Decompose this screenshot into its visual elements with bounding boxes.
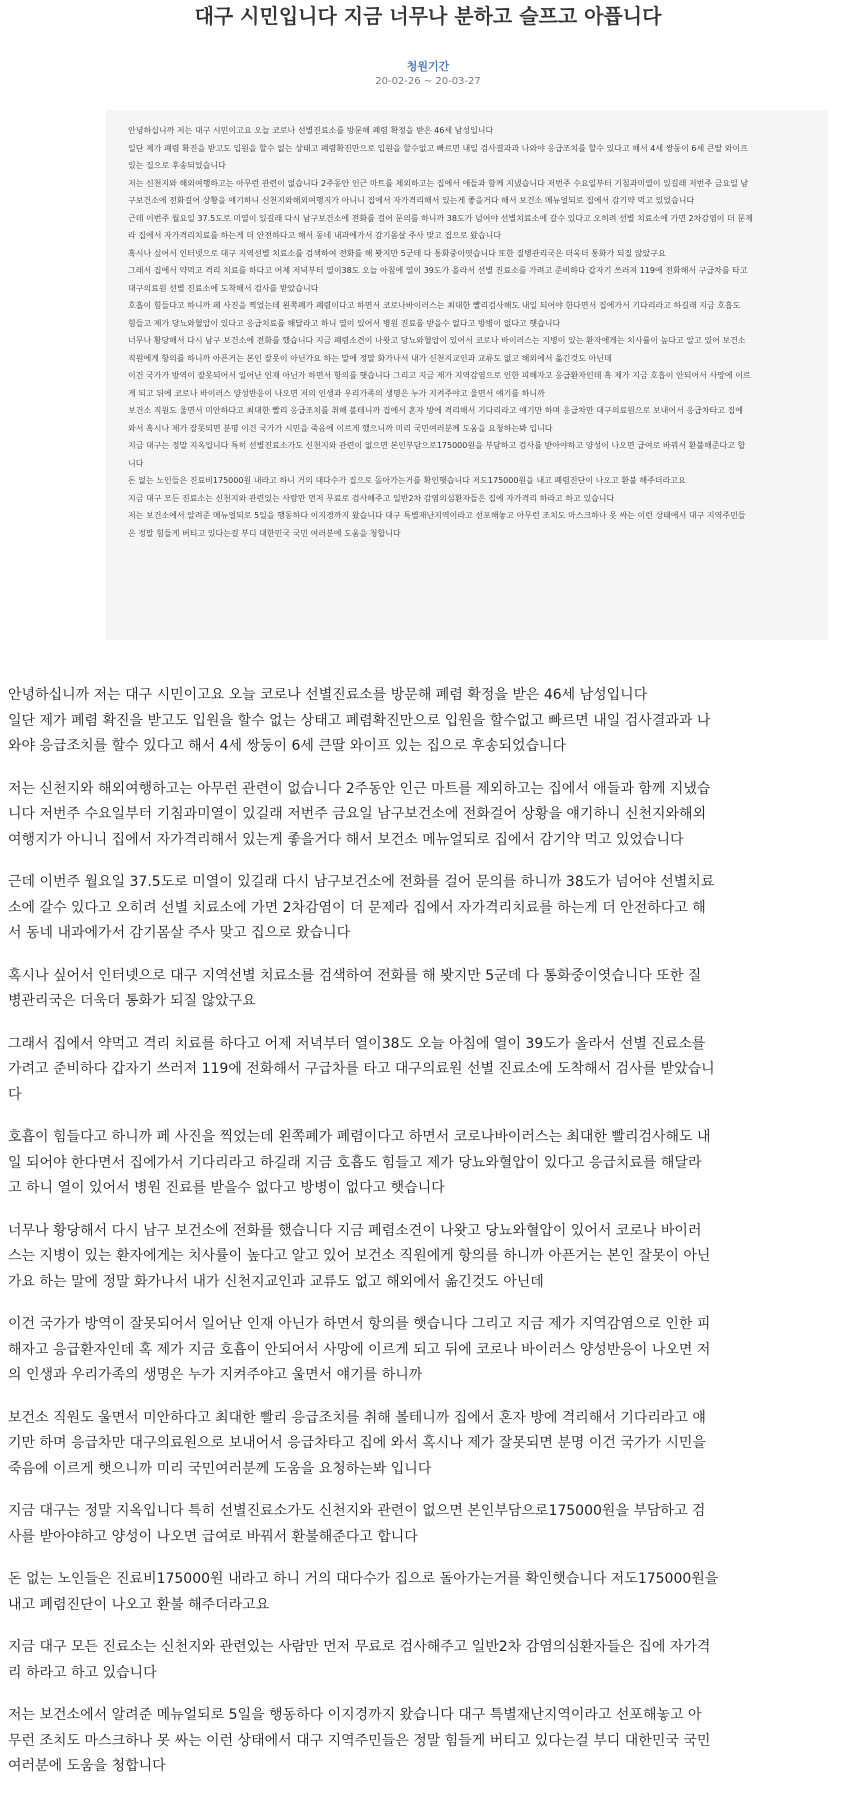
small-text-line: 와서 혹시나 제가 잘못되면 분명 이건 국가가 시민을 죽음에 이르게 했으니까 미리 국민여러분께 도움을 요청하는봐 입니다 bbox=[128, 423, 553, 433]
small-text-line: 돈 없는 노인들은 진료비175000원 내라고 하니 거의 대다수가 집으로 돌아가는거를 확인햇습니다 저도175000원을 내고 폐렴진단이 나오고 환불 해주더라고요 bbox=[128, 476, 686, 485]
body-line: 기만 하며 응급차만 대구의료원으로 보내어서 응급차타고 집에 와서 혹시나 제가 잘못되면 분명 이건 국가가 시민을 bbox=[8, 1435, 706, 1451]
petition-period-label: 청원기간 bbox=[406, 60, 450, 73]
small-text-line: 대구의료원 선별 진료소에 도착해서 검사를 받았습니다 bbox=[128, 283, 319, 293]
body-paragraph bbox=[8, 1406, 848, 1483]
body-paragraph bbox=[8, 870, 848, 947]
body-line: 가요 하는 말에 정말 화가나서 내가 신천지교인과 교류도 없고 해외에서 옮긴것도 아닌데 bbox=[8, 1273, 544, 1290]
body-paragraph bbox=[8, 1499, 848, 1550]
body-line: 저는 신천지와 해외여행하고는 아무런 관련이 없습니다 2주동안 인근 마트를 제외하고는 집에서 애들과 함께 지냈습 bbox=[8, 780, 711, 797]
body-paragraph bbox=[8, 1567, 848, 1618]
body-line: 니다 저번주 수요일부터 기침과미열이 있길래 저번주 금요일 남구보건소에 전화걸어 상황을 얘기하니 신천지와해외 bbox=[8, 806, 707, 822]
body-line: 가려고 준비하다 갑자기 쓰러져 119에 전화해서 구급차를 타고 대구의료원 선별 진료소에 도착해서 검사를 받았습니 bbox=[8, 1061, 715, 1077]
body-line: 저는 보건소에서 알려준 메뉴얼되로 5일을 행동하다 이지경까지 왔습니다 대구 특별재난지역이라고 선포해놓고 아 bbox=[8, 1707, 702, 1723]
body-line: 무런 조치도 마스크하나 못 싸는 이런 상태에서 대구 지역주민들은 정말 힘들게 버티고 있다는걸 부디 대한민국 국민 bbox=[8, 1732, 711, 1749]
body-line: 고 하니 열이 있어서 병원 진료를 받을수 없다고 방병이 없다고 햇습니다 bbox=[8, 1180, 445, 1196]
body-line: 일 되어야 한다면서 집에가서 기다리라고 하길래 지금 호흡도 힘들고 제가 당뇨와혈압이 있다고 응급치료를 해달라 bbox=[8, 1154, 702, 1171]
petition-body-large bbox=[8, 683, 848, 1797]
small-text-line: 안녕하십니까 저는 대구 시민이고요 오늘 코로나 선별진료소를 방문해 폐렴 확정을 받은 46세 남성입니다 bbox=[128, 126, 494, 135]
body-line: 너무나 황당해서 다시 남구 보건소에 전화를 했습니다 지금 폐렴소견이 나왓고 당뇨와혈압이 있어서 코로나 바이러 bbox=[8, 1222, 702, 1239]
body-line: 소에 갈수 있다고 오히려 선별 치료소에 가면 2차감염이 더 문제라 집에서 자가격리치료를 하는게 더 안전하다고 해 bbox=[8, 899, 706, 916]
body-line: 지금 대구는 정말 지옥입니다 특히 선별진료소가도 신천지와 관련이 없으면 본인부담으로175000원을 부담하고 검 bbox=[8, 1503, 706, 1519]
body-line: 혹시나 싶어서 인터넷으로 대구 지역선별 치료소를 검색하여 전화를 해 봣지만 5군데 다 통화중이엿습니다 또한 질 bbox=[8, 967, 702, 984]
body-paragraph bbox=[8, 964, 848, 1015]
body-paragraph bbox=[8, 1125, 848, 1202]
body-line: 지금 대구 모든 진료소는 신천지와 관련있는 사람만 먼저 무료로 검사해주고 일반2차 감염의심환자들은 집에 자가격 bbox=[8, 1639, 711, 1655]
small-text-line: 보건소 직원도 울면서 미안하다고 최대한 빨리 응급조치를 취해 볼테니까 집에서 혼자 방에 격리해서 기다리라고 얘기만 하며 응급차만 대구의료원으로 보내어서 응급차타고 집에 bbox=[128, 406, 743, 415]
body-line: 스는 지병이 있는 환자에게는 치사률이 높다고 알고 있어 보건소 직원에게 항의를 하니까 아픈거는 본인 잘못이 아닌 bbox=[8, 1248, 711, 1264]
body-paragraph bbox=[8, 1312, 848, 1389]
body-line: 여러분에 도움을 청합니다 bbox=[8, 1758, 166, 1774]
small-text-line: 호흡이 힘들다고 하니까 페 사진을 찍었는데 왼쪽폐가 폐렴이다고 하면서 코로나바이러스는 최대한 빨리검사해도 내일 되어야 한다면서 집에가서 기다리라고 하길래 지금 호흡도 bbox=[128, 301, 741, 310]
body-line: 병관리국은 더욱더 통화가 되질 않았구요 bbox=[8, 993, 256, 1009]
small-text-line: 혹시나 싶어서 인터넷으로 대구 지역선별 치료소를 검색하여 전화를 해 봣지만 5군데 다 통화중이엿습니다 또한 질병관리국은 더욱더 통화가 되질 않았구요 bbox=[128, 248, 666, 258]
small-text-line: 구보건소에 전화걸어 상황을 얘기하니 신천지와해외여행지가 아니니 집에서 자가격리해서 있는게 좋을거다 해서 보건소 메뉴얼되로 집에서 감기약 먹고 있었습니다 bbox=[128, 196, 695, 205]
petition-period-dates: 20-02-26 ~ 20-03-27 bbox=[375, 76, 481, 87]
body-line: 의 인생과 우리가족의 생명은 누가 지켜주야고 울면서 얘기를 하니까 bbox=[8, 1367, 423, 1383]
body-paragraph bbox=[8, 1219, 848, 1296]
petition-content-box bbox=[106, 110, 828, 640]
small-text-line: 이건 국가가 방역이 잘못되어서 일어난 인재 아닌가 하면서 항의를 햇습니다 그리고 지금 제가 지역감염으로 인한 피해자고 응급환자인데 혹 제가 지금 호흡이 안되어서 사망에 이르 bbox=[128, 371, 751, 380]
body-line: 내고 폐렴진단이 나오고 환불 해주더라고요 bbox=[8, 1596, 270, 1613]
body-line: 돈 없는 노인들은 진료비175000원 내라고 하니 거의 대다수가 집으로 돌아가는거를 확인햇습니다 저도175000원을 bbox=[8, 1571, 719, 1587]
body-paragraph bbox=[8, 1032, 848, 1109]
small-text-line: 근데 이번주 월요일 37.5도로 미열이 있길래 다시 남구보건소에 전화를 걸어 문의를 하니까 38도가 넘어야 선별치료소에 갈수 있다고 오히려 선별 치료소에 가면 2차감염이 더 문제 bbox=[128, 213, 753, 223]
body-line: 이건 국가가 방역이 잘못되어서 일어난 인재 아닌가 하면서 항의를 햇습니다 그리고 지금 제가 지역감염으로 인한 피 bbox=[8, 1316, 711, 1332]
small-text-line: 힘들고 제가 당뇨와혈압이 있다고 응급치료를 해달라고 하니 열이 있어서 병원 진료를 받을수 없다고 방병이 없다고 햇습니다 bbox=[128, 318, 561, 328]
small-text-line: 너무나 황당해서 다시 남구 보건소에 전화를 했습니다 지금 폐렴소견이 나왓고 당뇨와혈압이 있어서 코로나 바이러스는 지병이 있는 환자에게는 치사률이 높다고 알고 있어 보건소 bbox=[128, 336, 746, 345]
body-line: 여행지가 아니니 집에서 자가격리해서 있는게 좋을거다 해서 보건소 메뉴얼되로 집에서 감기약 먹고 있었습니다 bbox=[8, 831, 684, 848]
small-text-line: 지금 대구 모든 진료소는 신천지와 관련있는 사람만 먼저 무료로 검사해주고 일반2차 감염의심환자들은 집에 자가격리 하라고 하고 있습니다 bbox=[128, 493, 615, 503]
small-text-line: 라 집에서 자가격리치료를 하는게 더 안전하다고 해서 동네 내과에가서 감기몸살 주사 맞고 집으로 왔습니다 bbox=[128, 231, 502, 240]
small-text-line: 그래서 집에서 약먹고 격리 치료를 하다고 어제 저녁부터 열이38도 오늘 아침에 열이 39도가 올라서 선별 진료소를 가려고 준비하다 갑자기 쓰러져 119에 전화해서 구급차를 타고 bbox=[128, 266, 748, 275]
body-line: 리 하라고 하고 있습니다 bbox=[8, 1664, 157, 1681]
small-text-line: 니다 bbox=[128, 458, 144, 468]
small-text-line: 직원에게 항의를 하니까 아픈거는 본인 잘못이 아닌가요 하는 말에 정말 화가나서 내가 신천지교인과 교류도 없고 해외에서 옮긴것도 아닌데 bbox=[128, 353, 612, 363]
body-line: 서 동네 내과에가서 감기몸살 주사 맞고 집으로 왔습니다 bbox=[8, 925, 351, 941]
body-line: 다 bbox=[8, 1086, 22, 1103]
body-line: 일단 제가 폐렴 확진을 받고도 입원을 할수 없는 상태고 폐렴확진만으로 입원을 할수없고 빠르면 내일 검사결과과 나 bbox=[8, 712, 711, 729]
small-text-line: 저는 보건소에서 알려준 메뉴얼되로 5일을 행동하다 이지경까지 왔습니다 대구 특별재난지역이라고 선포해놓고 아무런 조치도 마스크하나 못 싸는 이런 상태에서 대구 지역주민들 bbox=[128, 511, 746, 520]
body-paragraph bbox=[8, 683, 848, 760]
body-line: 해자고 응급환자인데 혹 제가 지금 호흡이 안되어서 사망에 이르게 되고 뒤에 코로나 바이러스 양성반응이 나오면 저 bbox=[8, 1341, 711, 1358]
petition-body-small bbox=[128, 122, 808, 542]
body-paragraph bbox=[8, 1703, 848, 1780]
body-line: 보건소 직원도 울면서 미안하다고 최대한 빨리 응급조치를 취해 볼테니까 집에서 혼자 방에 격리해서 기다리라고 얘 bbox=[8, 1409, 706, 1426]
body-paragraph bbox=[8, 1635, 848, 1686]
body-line: 호흡이 힘들다고 하니까 페 사진을 찍었는데 왼쪽폐가 폐렴이다고 하면서 코로나바이러스는 최대한 빨리검사해도 내 bbox=[8, 1129, 711, 1145]
small-text-line: 지금 대구는 정말 지옥입니다 특히 선별진료소가도 신천지와 관련이 없으면 본인부담으로175000원을 부담하고 검사를 받아야하고 양성이 나오면 급여로 바꿔서 환불해준다고 합 bbox=[128, 441, 746, 450]
body-line: 와야 응급조치를 할수 있다고 해서 4세 쌍둥이 6세 큰딸 와이프 있는 집으로 후송되었습니다 bbox=[8, 738, 567, 754]
body-line: 사를 받아야하고 양성이 나오면 급여로 바꿔서 환불해준다고 합니다 bbox=[8, 1528, 418, 1545]
small-text-line: 게 되고 뒤에 코로나 바이러스 양성반응이 나오면 저의 인생과 우리가족의 생명은 누가 지켜주야고 울면서 얘기를 하니까 bbox=[128, 388, 545, 398]
body-line: 죽음에 이르게 햇으니까 미리 국민여러분께 도움을 요청하는봐 입니다 bbox=[8, 1460, 432, 1477]
body-line: 근데 이번주 월요일 37.5도로 미열이 있길래 다시 남구보건소에 전화를 걸어 문의를 하니까 38도가 넘어야 선별치료 bbox=[8, 874, 715, 890]
body-line: 안녕하십니까 저는 대구 시민이고요 오늘 코로나 선별진료소를 방문해 폐렴 확정을 받은 46세 남성입니다 bbox=[8, 687, 648, 703]
small-text-line: 있는 집으로 후송되었습니다 bbox=[128, 161, 226, 170]
body-line: 그래서 집에서 약먹고 격리 치료를 하다고 어제 저녁부터 열이38도 오늘 아침에 열이 39도가 올라서 선별 진료소를 bbox=[8, 1035, 706, 1052]
body-paragraph bbox=[8, 777, 848, 854]
small-text-line: 저는 신천지와 해외여행하고는 아무런 관련이 없습니다 2주동안 인근 마트를 제외하고는 집에서 애들과 함께 지냈습니다 저번주 수요일부터 기침과미열이 있길래 저번주 금요일 남 bbox=[128, 178, 749, 188]
small-text-line: 은 정말 힘들게 버티고 있다는걸 부디 대한민국 국민 여러분에 도움을 청합니다 bbox=[128, 528, 401, 538]
small-text-line: 일단 제가 폐렴 확진을 받고도 입원을 할수 없는 상태고 폐렴확진만으로 입원을 할수없고 빠르면 내일 검사결과과 나와야 응급조치를 할수 있다고 해서 4세 쌍둥이 6세 큰딸 와이프 bbox=[128, 143, 748, 153]
petition-title: 대구 시민입니다 지금 너무나 분하고 슬프고 아픕니다 bbox=[194, 4, 662, 28]
